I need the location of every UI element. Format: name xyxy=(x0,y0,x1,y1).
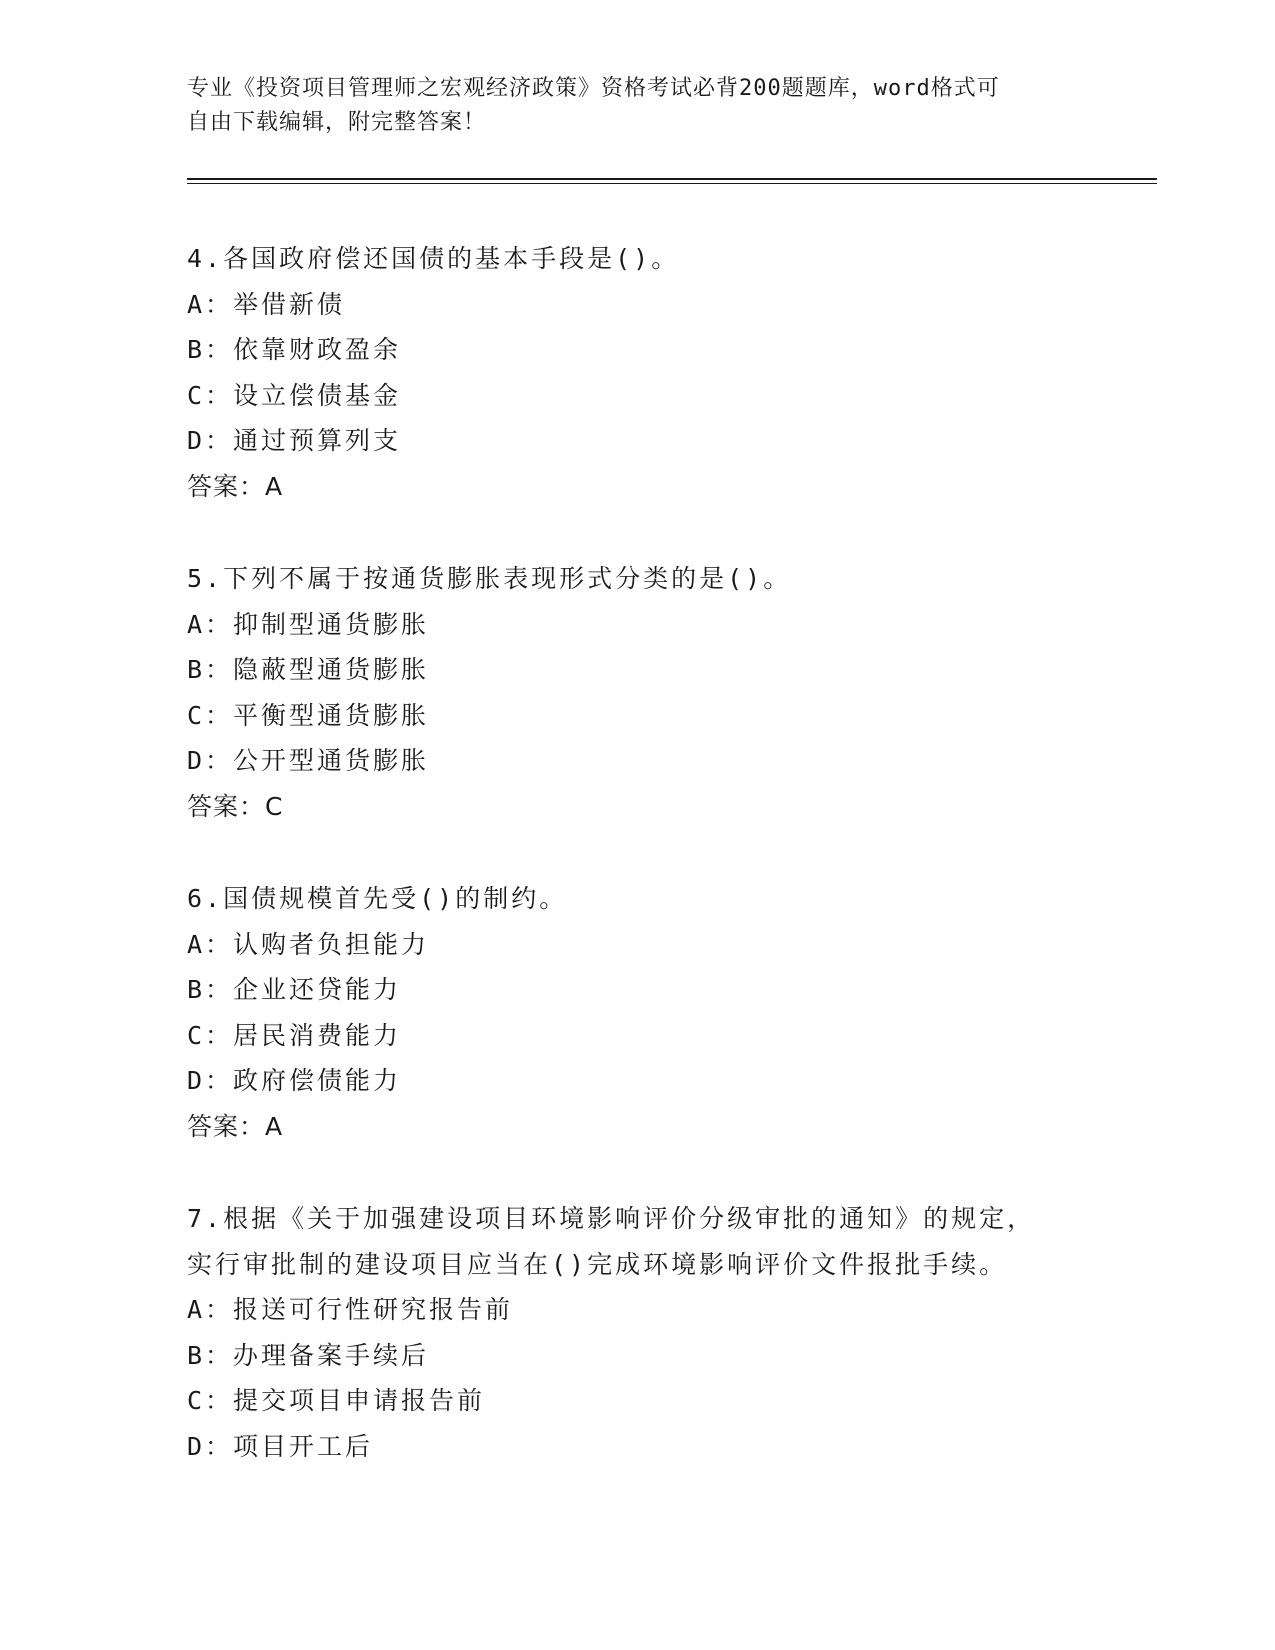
question-4 xyxy=(187,236,1177,509)
option-c: C：平衡型通货膨胀 xyxy=(187,700,430,730)
header-line-2: 自由下载编辑，附完整答案！ xyxy=(187,110,487,135)
answer: 答案：C xyxy=(187,791,284,821)
option-d: D：通过预算列支 xyxy=(187,426,402,455)
option-b: B：隐蔽型通货膨胀 xyxy=(187,655,430,684)
question-stem: 4.各国政府偿还国债的基本手段是()。 xyxy=(187,244,680,273)
header-line-1: 专业《投资项目管理师之宏观经济政策》资格考试必背200题题库，word格式可 xyxy=(187,76,1000,101)
option-a: A：报送可行性研究报告前 xyxy=(187,1295,514,1324)
option-a: A：举借新债 xyxy=(187,289,346,319)
option-a: A：抑制型通货膨胀 xyxy=(187,609,430,639)
option-c: C：提交项目申请报告前 xyxy=(187,1386,486,1415)
answer: 答案：A xyxy=(187,1111,284,1141)
option-d: D：项目开工后 xyxy=(187,1431,374,1461)
document-header xyxy=(187,72,1067,140)
option-d: D：政府偿债能力 xyxy=(187,1066,402,1095)
question-stem-line-2: 实行审批制的建设项目应当在()完成环境影响评价文件报批手续。 xyxy=(187,1249,1008,1279)
question-stem-line-1: 7.根据《关于加强建设项目环境影响评价分级审批的通知》的规定， xyxy=(187,1204,1036,1233)
option-d: D：公开型通货膨胀 xyxy=(187,746,430,775)
option-a: A：认购者负担能力 xyxy=(187,929,430,959)
question-6 xyxy=(187,876,1177,1149)
option-c: C：设立偿债基金 xyxy=(187,380,402,410)
option-b: B：依靠财政盈余 xyxy=(187,335,402,364)
option-b: B：办理备案手续后 xyxy=(187,1340,430,1370)
option-c: C：居民消费能力 xyxy=(187,1020,402,1050)
header-divider xyxy=(187,178,1157,184)
question-stem: 6.国债规模首先受()的制约。 xyxy=(187,884,568,913)
question-7 xyxy=(187,1196,1177,1469)
answer: 答案：A xyxy=(187,471,284,501)
question-5 xyxy=(187,556,1177,829)
option-b: B：企业还贷能力 xyxy=(187,975,402,1004)
question-stem: 5.下列不属于按通货膨胀表现形式分类的是()。 xyxy=(187,564,792,593)
